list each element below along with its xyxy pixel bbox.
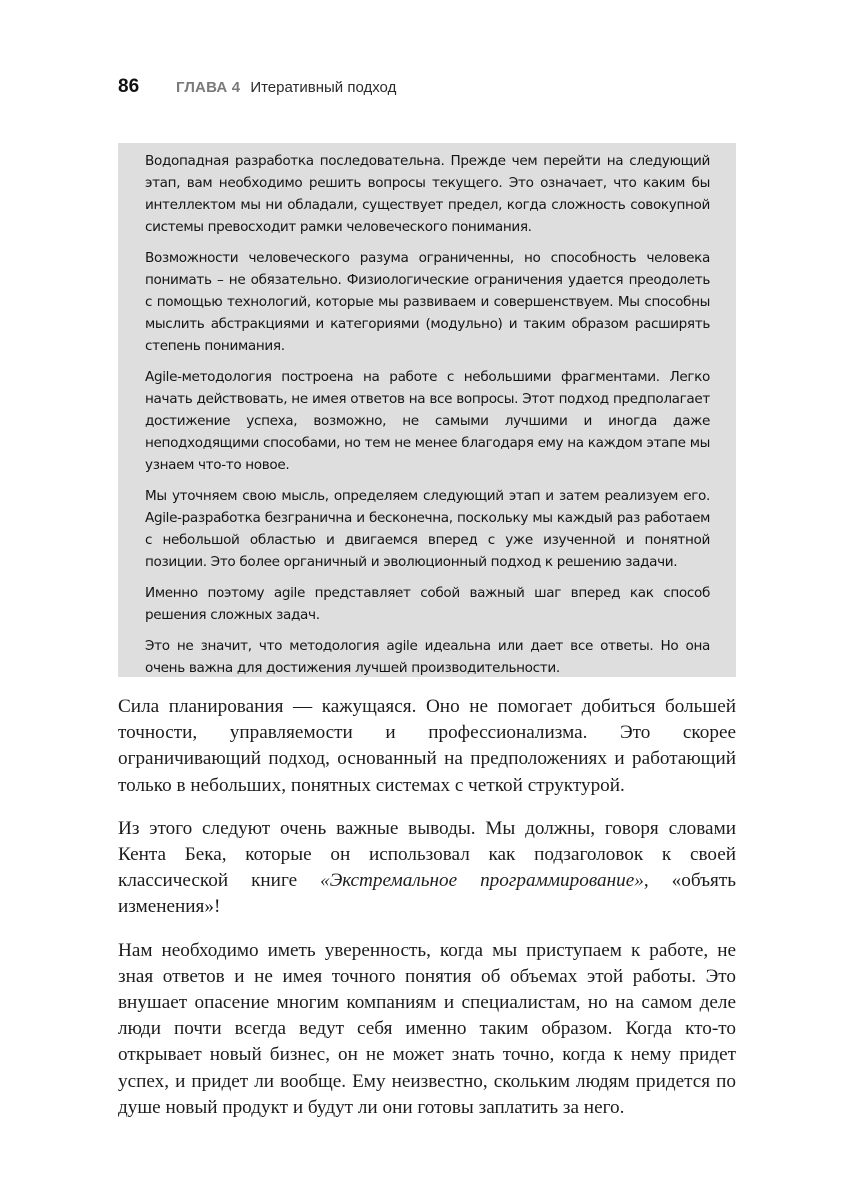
sidebar-paragraph: Мы уточняем свою мысль, определяем следующий этап и затем реализуем его. Agile-разработка безгранична и бесконечна, поскольку мы каждый раз работаем с небольшой областью и двигаемся вперед с уже изученной и понятной позиции. Это более органичный и эволюционный подход к решению задачи. — [145, 488, 710, 570]
chapter-label: ГЛАВА 4 — [176, 79, 241, 96]
sidebar-paragraph: Это не значит, что методология agile идеальна или дает все ответы. Но она очень важна для достижения лучшей производительности. — [145, 638, 710, 676]
sidebar-paragraph: Именно поэтому agile представляет собой важный шаг вперед как способ решения сложных задач. — [145, 585, 710, 623]
body-paragraph: Нам необходимо иметь уверенность, когда мы приступаем к работе, не зная ответов и не имея точного понятия об объемах этой работы. Это внушает опасение многим компаниям и специалистам, но на самом деле люди почти всегда ведут себя именно таким образом. Когда кто-то открывает новый бизнес, он не может знать точно, когда к нему придет успех, и придет ли вообще. Ему неизвестно, скольким людям придется по душе новый продукт и будут ли они готовы заплатить за него. — [118, 939, 736, 1118]
chapter-title: Итеративный подход — [250, 79, 397, 96]
page-number: 86 — [118, 76, 140, 97]
body-text — [118, 694, 736, 1138]
body-text-span: Из этого следуют очень важные выводы. Мы должны, говоря словами Кента Бека, которые он использовал как подзаголовок к своей классической книге — [118, 817, 736, 892]
sidebar-paragraph: Agile-методология построена на работе с небольшими фрагментами. Легко начать действовать, не имея ответов на все вопросы. Этот подход предполагает достижение успеха, возможно, не самыми лучшими и иногда даже неподходящими способами, но тем не менее благодаря ему на каждом этапе мы узнаем что-то новое. — [145, 369, 710, 473]
sidebar-paragraph: Водопадная разработка последовательна. Прежде чем перейти на следующий этап, вам необходимо решить вопросы текущего. Это означает, что каким бы интеллектом мы ни обладали, существует предел, когда сложность совокупной системы превосходит рамки человеческого понимания. — [145, 153, 710, 235]
body-paragraph — [118, 816, 736, 921]
body-text-span: , «объять изменения»! — [118, 870, 737, 918]
body-paragraph: Сила планирования — кажущаяся. Оно не помогает добиться большей точности, управляемости и профессионализма. Это скорее ограничивающий подход, основанный на предположениях и работающий только в небольших, понятных системах с четкой структурой. — [118, 696, 736, 796]
book-title: «Экстремальное программирование» — [320, 870, 644, 892]
running-head — [118, 76, 396, 100]
sidebar-paragraph: Возможности человеческого разума ограниченны, но способность человека понимать – не обязательно. Физиологические ограничения удается преодолеть с помощью технологий, которые мы развиваем и совершенствуем. Мы способны мыслить абстракциями и категориями (модульно) и таким образом расширять степень понимания. — [145, 250, 710, 354]
sidebar-box — [118, 143, 736, 677]
